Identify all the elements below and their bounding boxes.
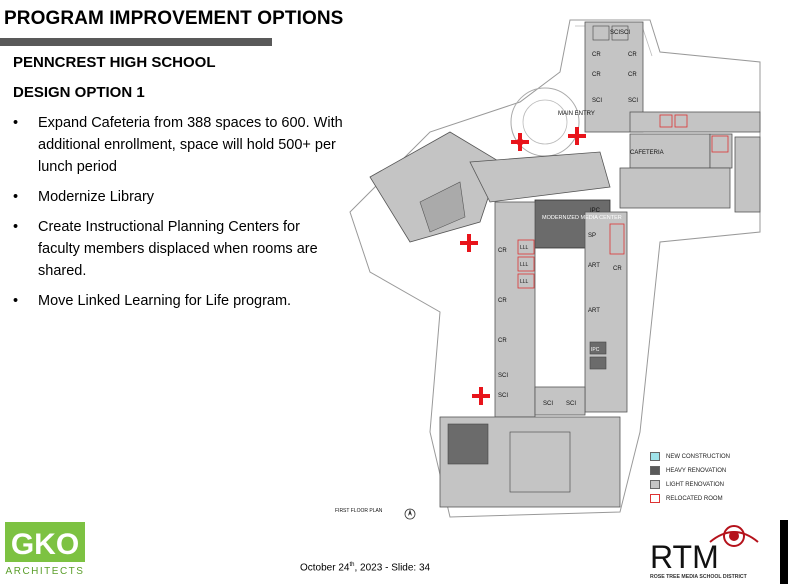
room-label: SCI: [498, 373, 509, 379]
title-underline-bar: [0, 38, 272, 46]
legend-swatch: [650, 466, 660, 475]
room-label: SCI: [628, 98, 639, 104]
room-label: SCI: [498, 393, 509, 399]
legend-swatch: [650, 480, 660, 489]
legend-label: LIGHT RENOVATION: [666, 481, 725, 488]
room-label: CR: [628, 52, 637, 58]
room-label: CR: [613, 266, 622, 272]
room-label: SCI: [543, 401, 554, 407]
gko-architects-logo: [5, 522, 85, 578]
room-label: CR: [498, 248, 507, 254]
room-label: CR: [498, 338, 507, 344]
footer-date: October 24th, 2023 - Slide: 34: [300, 562, 431, 574]
bullet-item: • Move Linked Learning for Life program.: [13, 290, 343, 312]
rtm-district-logo: [650, 522, 772, 580]
room-label: LLL: [520, 279, 529, 285]
legend-item: [650, 450, 780, 463]
gko-logo-name: GKO: [10, 528, 80, 561]
slide-title: PROGRAM IMPROVEMENT OPTIONS: [4, 8, 344, 29]
main-entry-label: MAIN ENTRY: [558, 111, 595, 117]
map-legend: [650, 450, 780, 506]
bullet-item: • Create Instructional Planning Centers for faculty members displaced when rooms are shared.: [13, 216, 343, 282]
room-label: IPC: [590, 208, 601, 214]
cafeteria-label: CAFETERIA: [630, 150, 664, 156]
legend-swatch: [650, 494, 660, 503]
room-label: ART: [588, 263, 600, 269]
legend-label: RELOCATED ROOM: [666, 495, 723, 502]
design-option-heading: DESIGN OPTION 1: [13, 84, 145, 101]
room-label: LLL: [520, 245, 529, 251]
legend-item: [650, 464, 780, 477]
room-label: SCI: [566, 401, 577, 407]
gko-logo-subtitle: ARCHITECTS: [5, 566, 85, 577]
rtm-logo-subtitle: ROSE TREE MEDIA SCHOOL DISTRICT: [650, 574, 747, 580]
rtm-logo-name: RTM: [650, 539, 719, 575]
room-label: SCI: [620, 30, 631, 36]
bullet-list: [13, 112, 343, 320]
room-label: CR: [592, 52, 601, 58]
first-floor-plan-label: FIRST FLOOR PLAN: [335, 508, 383, 514]
legend-label: NEW CONSTRUCTION: [666, 453, 730, 460]
entry-marker-icon: [568, 127, 586, 145]
entry-marker-icon: [472, 387, 490, 405]
room-label: IPC: [591, 347, 600, 353]
legend-item: [650, 492, 780, 505]
slide-edge-bar: [780, 520, 788, 584]
bullet-item: • Modernize Library: [13, 186, 343, 208]
room-label: SP: [588, 233, 597, 239]
entry-marker-icon: [460, 234, 478, 252]
room-label: SCI: [610, 30, 621, 36]
bullet-item: • Expand Cafeteria from 388 spaces to 600. With additional enrollment, space will hold 500+ per lunch period: [13, 112, 343, 178]
room-label: SCI: [592, 98, 603, 104]
room-label: CR: [628, 72, 637, 78]
media-center-label: MODERNIZED MEDIA CENTER: [542, 215, 622, 221]
legend-label: HEAVY RENOVATION: [666, 467, 727, 474]
room-label: CR: [592, 72, 601, 78]
room-label: ART: [588, 308, 600, 314]
legend-swatch: [650, 452, 660, 461]
room-label: CR: [498, 298, 507, 304]
legend-item: [650, 478, 780, 491]
room-label: LLL: [520, 262, 529, 268]
school-name: PENNCREST HIGH SCHOOL: [13, 54, 216, 71]
